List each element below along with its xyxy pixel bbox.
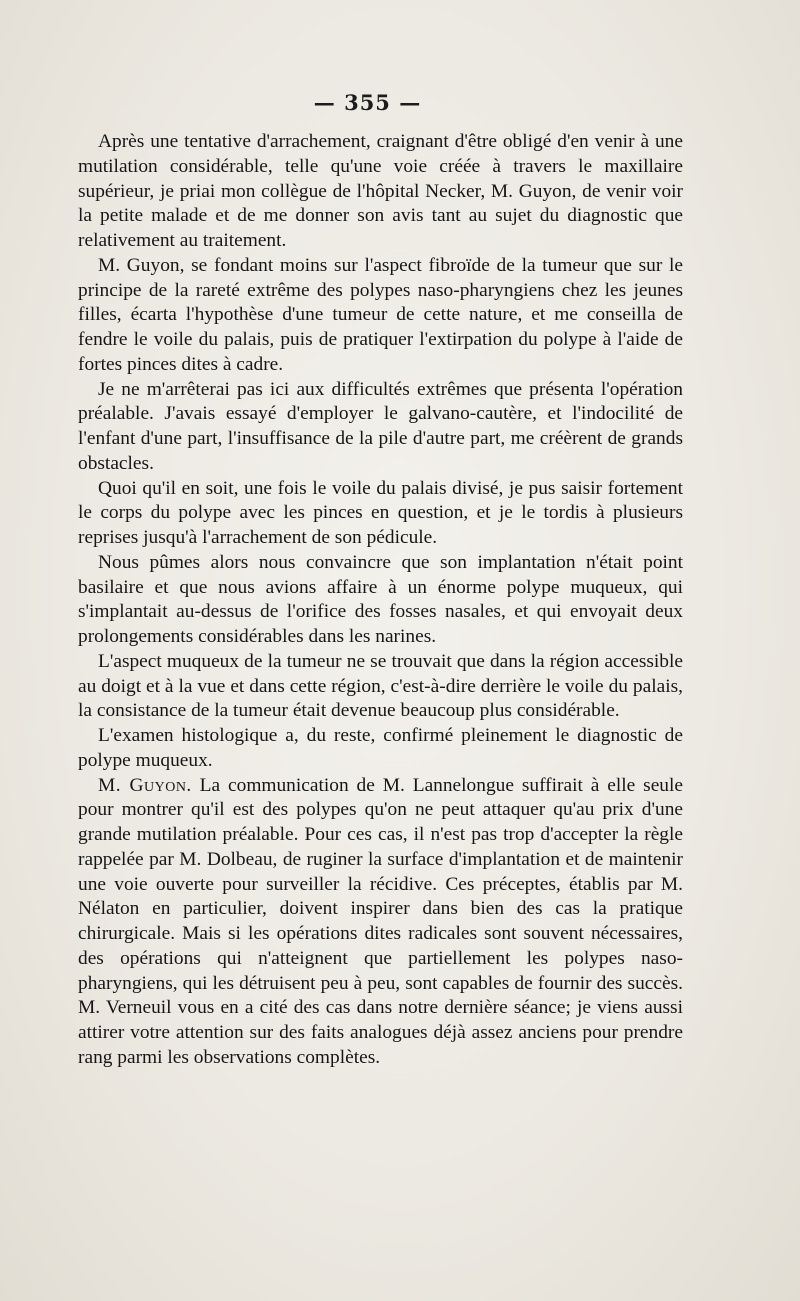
paragraph-4: Quoi qu'il en soit, une fois le voile du palais divisé, je pus saisir fortement le corps du polype avec les pinces en question, et je le tordis à plusieurs reprises jusqu'à l'arrachement de son pédicule. bbox=[78, 477, 683, 548]
paragraph-7: L'examen histologique a, du reste, confirmé pleinement le diagnostic de polype muqueux. bbox=[78, 725, 683, 771]
body-text bbox=[78, 130, 683, 1071]
paragraph-2: M. Guyon, se fondant moins sur l'aspect fibroïde de la tumeur que sur le principe de la rareté extrême des polypes naso-pharyngiens chez les jeunes filles, écarta l'hypothèse d'une tumeur de cette nature, et me conseilla de fendre le voile du palais, puis de pratiquer l'extirpation du polype à l'aide de fortes pinces dites à cadre. bbox=[78, 254, 683, 375]
speaker-name: M. Guyon. bbox=[98, 774, 192, 796]
paragraph-6: L'aspect muqueux de la tumeur ne se trouvait que dans la région accessible au doigt et à la vue et dans cette région, c'est-à-dire derrière le voile du palais, la consistance de la tumeur était devenue beaucoup plus considérable. bbox=[78, 650, 683, 722]
paragraph-5: Nous pûmes alors nous convaincre que son implantation n'était point basilaire et que nous avions affaire à un énorme polype muqueux, qui s'implantait au-dessus de l'orifice des fosses nasales, et qui envoyait deux prolongements considérables dans les narines. bbox=[78, 551, 683, 647]
page-number: — 355 — bbox=[313, 90, 422, 115]
paragraph-guyon bbox=[78, 774, 683, 1071]
paragraph-1: Après une tentative d'arrachement, craignant d'être obligé d'en venir à une mutilation considérable, telle qu'une voie créée à travers le maxillaire supérieur, je priai mon collègue de l'hôpital Necker, M. Guyon, de venir voir la petite malade et de me donner son avis tant au sujet du diagnostic que relativement au traitement. bbox=[78, 131, 683, 251]
paragraph-3: Je ne m'arrêterai pas ici aux difficultés extrêmes que présenta l'opération préalable. J'avais essayé d'employer le galvano-cautère, et l'indocilité de l'enfant d'une part, l'insuffisance de la pile d'autre part, me créèrent de grands obstacles. bbox=[78, 378, 683, 474]
speaker-text: La communication de M. Lannelongue suffirait à elle seule pour montrer qu'il est des polypes qu'on ne peut attaquer qu'au prix d'une grande mutilation préalable. Pour ces cas, il n'est pas trop d'accepter la règle rappelée par M. Dolbeau, de ruginer la surface d'implantation et de maintenir une voie ouverte pour surveiller la récidive. Ces préceptes, établis par M. Nélaton en particulier, doivent inspirer dans bien des cas la pratique chirurgicale. Mais si les opérations dites radicales sont souvent nécessaires, des opérations qui n'atteignent que partiellement les polypes naso-pharyngiens, qui les détruisent peu à peu, sont capables de fournir des succès. M. Verneuil vous en a cité des cas dans notre dernière séance; je viens aussi attirer votre attention sur des faits analogues déjà assez anciens pour prendre rang parmi les observations complètes. bbox=[78, 774, 683, 1068]
